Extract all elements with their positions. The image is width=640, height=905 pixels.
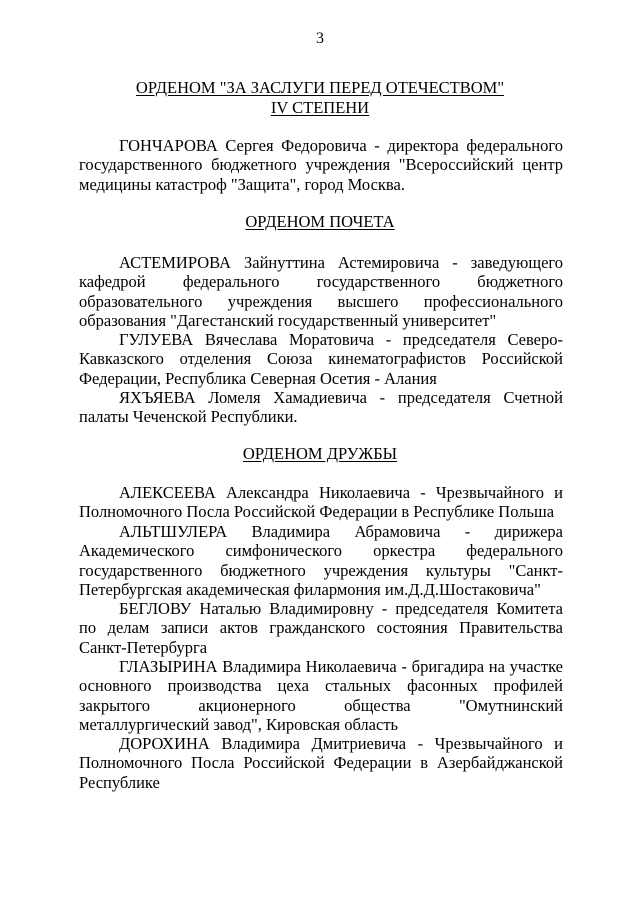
award-entry: ГЛАЗЫРИНА Владимира Николаевича - бригадира на участке основного производства цеха стальных фасонных профилей закрытого акционерного общества "Омутнинский металлургический завод", Кировская область (79, 657, 563, 734)
section-heading-order-of-honor (0, 212, 640, 232)
award-entry: АСТЕМИРОВА Зайнуттина Астемировича - заведующего кафедрой федерального государственного бюджетного образовательного учреждения высшего профессионального образования "Дагестанский государственный университет" (79, 253, 563, 330)
award-entry: БЕГЛОВУ Наталью Владимировну - председателя Комитета по делам записи актов гражданского состояния Правительства Санкт-Петербурга (79, 599, 563, 657)
award-entry: АЛЬТШУЛЕРА Владимира Абрамовича - дирижера Академического симфонического оркестра федерального государственного бюджетного учреждения культуры "Санкт-Петербургская академическая филармония им.Д.Д.Шостаковича" (79, 522, 563, 599)
award-entry: ДОРОХИНА Владимира Дмитриевича - Чрезвычайного и Полномочного Посла Российской Федерации в Азербайджанской Республике (79, 734, 563, 792)
heading-line: ОРДЕНОМ ПОЧЕТА (245, 212, 395, 231)
award-entry: АЛЕКСЕЕВА Александра Николаевича - Чрезвычайного и Полномочного Посла Российской Федерации в Республике Польша (79, 483, 563, 522)
heading-line: IV СТЕПЕНИ (270, 98, 370, 117)
page-number: 3 (316, 30, 324, 47)
award-entry: ГОНЧАРОВА Сергея Федоровича - директора федерального государственного бюджетного учреждения "Всероссийский центр медицины катастроф "Защита", город Москва. (79, 136, 563, 194)
award-entry: ГУЛУЕВА Вячеслава Моратовича - председателя Северо-Кавказского отделения Союза кинематографистов Российской Федерации, Республика Северная Осетия - Алания (79, 330, 563, 388)
section-heading-order-of-friendship (0, 444, 640, 464)
section-heading-order-for-merit (0, 78, 640, 118)
heading-line: ОРДЕНОМ "ЗА ЗАСЛУГИ ПЕРЕД ОТЕЧЕСТВОМ" (135, 78, 505, 97)
award-entry: ЯХЪЯЕВА Ломеля Хамадиевича - председателя Счетной палаты Чеченской Республики. (79, 388, 563, 427)
heading-line: ОРДЕНОМ ДРУЖБЫ (242, 444, 398, 463)
